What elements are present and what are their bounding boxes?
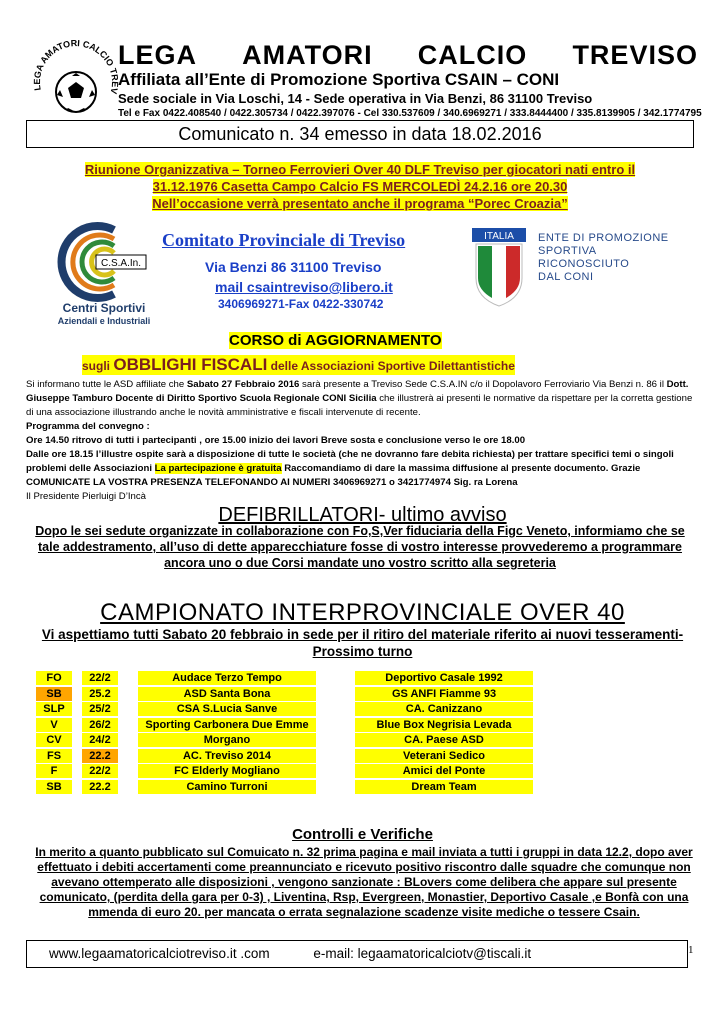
programma-ore2 <box>26 448 702 490</box>
schedule-date-cell: 26/2 <box>82 718 118 732</box>
programma-ore1: Ore 14.50 ritrovo di tutti i partecipanti , ore 15.00 inizio dei lavori Breve sosta e conclusione verso le ore 18.00 <box>26 435 526 446</box>
text-span: Si informano tutte le ASD affiliate che <box>26 379 187 390</box>
schedule-home-cell: Audace Terzo Tempo <box>138 671 316 685</box>
corso-sub-pre: sugli <box>82 359 111 373</box>
text-span: Dalle ore 18.15 l’illustre ospite sarà a disposizione di tutte le società (che ne dovranno fare debita richiesta) per trattare specifici temi o singoli problemi delle Associazioni <box>26 449 674 474</box>
footer-email[interactable]: e-mail: legaamatoricalciotv@tiscali.it <box>313 946 532 961</box>
schedule-away-cell: Amici del Ponte <box>355 764 533 778</box>
footer-website[interactable]: www.legaamatoricalciotreviso.it .com <box>49 946 270 961</box>
highlight-span: La partecipazione è gratuita <box>154 463 282 474</box>
ente-line: ENTE DI PROMOZIONE <box>538 232 669 244</box>
schedule-away-cell: Deportivo Casale 1992 <box>355 671 533 685</box>
schedule-away-cell: GS ANFI Fiamme 93 <box>355 687 533 701</box>
schedule-date-cell: 25/2 <box>82 702 118 716</box>
schedule-date-cell: 22.2 <box>82 749 118 763</box>
schedule-code-cell: FS <box>36 749 72 763</box>
corso-body <box>26 378 702 504</box>
schedule-date-cell: 22/2 <box>82 764 118 778</box>
president-signature: Il Presidente Pierluigi D’Incà <box>26 491 146 502</box>
schedule-code-cell: CV <box>36 733 72 747</box>
defib-title-text: DEFIBRILLATORI- ultimo avviso <box>218 504 507 526</box>
riunione-line: 31.12.1976 Casetta Campo Calcio FS MERCOLEDÌ 24.2.16 ore 20.30 <box>152 179 568 194</box>
riunione-line: Riunione Organizzativa – Torneo Ferrovieri Over 40 DLF Treviso per giocatori nati entro il <box>84 162 636 177</box>
csain-email[interactable]: mail csaintreviso@libero.it <box>215 279 393 295</box>
schedule-away-cell: Dream Team <box>355 780 533 794</box>
csain-logo-caption <box>42 302 166 328</box>
controlli-title: Controlli e Verifiche <box>292 826 433 843</box>
schedule-away-cell: Veterani Sedico <box>355 749 533 763</box>
schedule-code-cell: SB <box>36 687 72 701</box>
schedule-date-cell: 22/2 <box>82 671 118 685</box>
campionato-subtitle: Vi aspettiamo tutti Sabato 20 febbraio in sede per il ritiro del materiale riferito ai nuovi tesseramenti- Prossimo turno <box>41 627 684 659</box>
title-word: AMATORI <box>242 40 373 70</box>
riunione-line: Nell’occasione verrà presentato anche il programa “Porec Croazia” <box>152 196 568 211</box>
text-span: sarà presente a Treviso Sede C.S.A.IN c/o il Dopolavoro Ferroviario Via Benzi n. 86 il <box>299 379 667 390</box>
csain-phone: 3406969271-Fax 0422-330742 <box>218 297 384 311</box>
text-span: Dott. Giuseppe Tamburo Docente di Diritto Sportivo Scuola Regionale CONI Sicilia <box>26 379 689 404</box>
defib-body: Dopo le sei sedute organizzate in collaborazione con Fo,S,Ver fiduciaria della Figc Veneto, informiamo che se tale addestramento, all’uso di dette apparecchiature fosse di vostro interesse provvederemo a programmare ancora uno o due Corsi mandate uno vostro scritto alla segreteria <box>35 524 685 570</box>
schedule-code-cell: FO <box>36 671 72 685</box>
ente-line: RICONOSCIUTO <box>538 258 630 270</box>
schedule-away-cell: CA. Canizzano <box>355 702 533 716</box>
csain-logo-label: C.S.A.In. <box>100 258 142 269</box>
schedule-home-cell: Camino Turroni <box>138 780 316 794</box>
title-word: LEGA <box>118 40 198 70</box>
riunione-notice <box>30 161 690 212</box>
coni-italia-logo <box>472 228 526 308</box>
schedule-home-cell: ASD Santa Bona <box>138 687 316 701</box>
coni-recognition-text <box>538 232 669 284</box>
csain-caption-1: Centri Sportivi <box>62 301 146 315</box>
schedule-code-cell: F <box>36 764 72 778</box>
csain-address: Via Benzi 86 31100 Treviso <box>205 259 382 275</box>
phones-line: Tel e Fax 0422.408540 / 0422.305734 / 0422.397076 - Cel 330.537609 / 340.6969271 / 333.8444400 / 335.8139905 / 342.1774795 <box>118 108 702 119</box>
schedule-date-cell: 25.2 <box>82 687 118 701</box>
schedule-code-cell: SB <box>36 780 72 794</box>
campionato-title <box>0 599 725 627</box>
schedule-date-cell: 24/2 <box>82 733 118 747</box>
csain-caption-2: Aziendali e Industriali <box>57 316 151 326</box>
page-number: 1 <box>688 944 694 956</box>
schedule-home-cell: Morgano <box>138 733 316 747</box>
text-span: Raccomandiamo di dare la massima diffusione al presente documento. Grazie COMUNICATE LA VOSTRA PRESENZA TELEFONANDO AI NUMERI 3406969271 o 3421774974 Sig. ra Lorena <box>26 463 641 488</box>
logo-arc-text: LEGA AMATORI CALCIO TREV <box>31 40 121 95</box>
corso-title: CORSO di AGGIORNAMENTO <box>229 332 442 349</box>
title-word: TREVISO <box>572 40 698 70</box>
league-title <box>118 40 698 71</box>
corso-paragraph <box>26 378 702 420</box>
headquarters-line: Sede sociale in Via Loschi, 14 - Sede operativa in Via Benzi, 86 31100 Treviso <box>118 91 593 106</box>
ente-line: DAL CONI <box>538 271 594 283</box>
corso-sub-main: OBBLIGHI FISCALI <box>113 355 268 374</box>
schedule-away-cell: Blue Box Negrisia Levada <box>355 718 533 732</box>
corso-subtitle <box>82 355 515 375</box>
text-span: che illustrerà ai presenti le normative da rispettare per la corretta gestione di una associazione illustrando anche le novità amministrative e fiscali intervenute di recente. <box>26 393 693 418</box>
schedule-away-cell: CA. Paese ASD <box>355 733 533 747</box>
corso-sub-post: delle Associazioni Sportive Dilettantistiche <box>270 359 515 373</box>
schedule-home-cell: FC Elderly Mogliano <box>138 764 316 778</box>
schedule-code-cell: V <box>36 718 72 732</box>
schedule-date-cell: 22.2 <box>82 780 118 794</box>
italia-label: ITALIA <box>484 231 514 242</box>
schedule-home-cell: Sporting Carbonera Due Emme <box>138 718 316 732</box>
controlli-body: In merito a quanto pubblicato sul Comuicato n. 32 prima pagina e mail inviata a tutti i gruppi in data 12.2, dopo aver effettuato i debiti accertamenti come preannunciato e ricevuto positivo riscontro dalle squadre che comunque non avevano ottemperato alle disposizioni , vengono sanzionate : BLovers come delibera che appare sul presente comunicato, (perdita della gara per 0-3) , Liventina, Rsp, Evergreen, Monastier, Deportivo Casale ,e Bonfà con una mmenda di euro 20. per mancata o errata segnalazione scadenze visite mediche o tessere Csain. <box>35 845 693 919</box>
footer <box>26 940 688 968</box>
schedule-home-cell: AC. Treviso 2014 <box>138 749 316 763</box>
affiliation-line: Affiliata all’Ente di Promozione Sportiva CSAIN – CONI <box>118 70 560 89</box>
committee-title: Comitato Provinciale di Treviso <box>162 230 406 250</box>
title-word: CALCIO <box>417 40 528 70</box>
programma-label: Programma del convegno : <box>26 421 150 432</box>
campionato-title-text: CAMPIONATO INTERPROVINCIALE OVER 40 <box>100 599 625 626</box>
ente-line: SPORTIVA <box>538 245 597 257</box>
schedule-home-cell: CSA S.Lucia Sanve <box>138 702 316 716</box>
comunicato-title: Comunicato n. 34 emesso in data 18.02.2016 <box>26 120 694 148</box>
text-span: Sabato 27 Febbraio 2016 <box>186 379 300 390</box>
schedule-code-cell: SLP <box>36 702 72 716</box>
